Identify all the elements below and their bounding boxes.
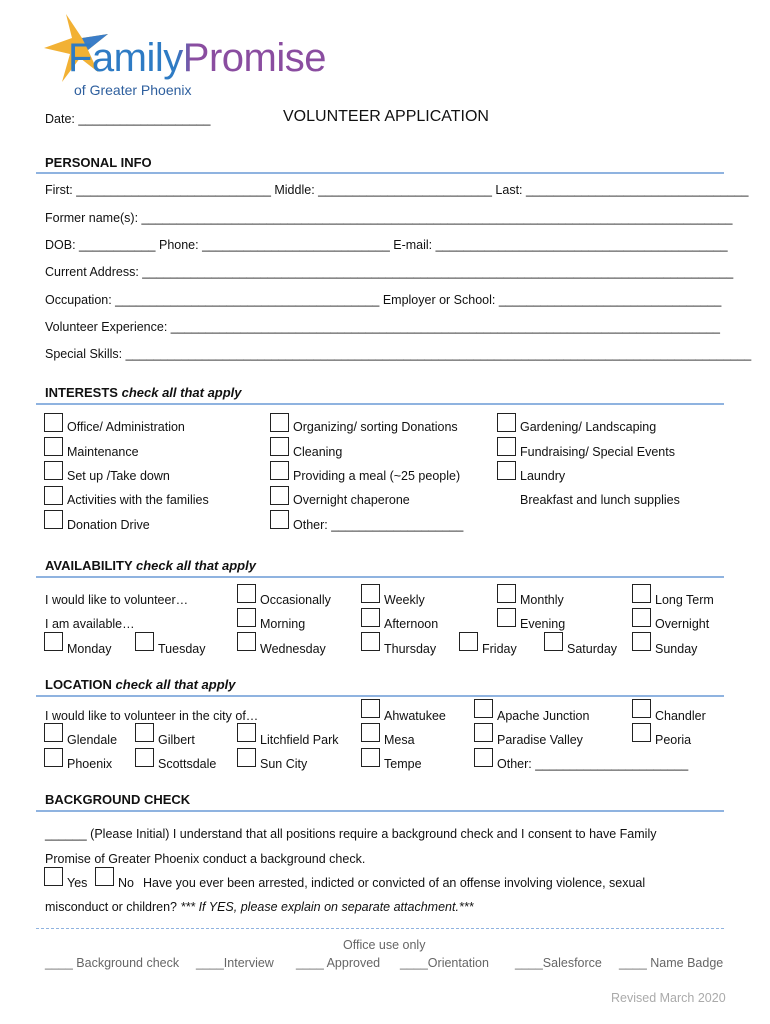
interest-label: Laundry xyxy=(520,469,566,483)
name-fields[interactable]: First: ____________________________ Middle: _________________________ Last: ________________________________ xyxy=(45,183,749,197)
checkbox[interactable] xyxy=(459,632,478,651)
city-option-label: Mesa xyxy=(384,733,415,747)
arrest-question: Have you ever been arrested, indicted or convicted of an offense involving violence, sexual xyxy=(143,876,646,890)
office-use-title: Office use only xyxy=(343,938,426,952)
background-heading: BACKGROUND CHECK xyxy=(45,792,191,807)
revised-date: Revised March 2020 xyxy=(611,991,726,1005)
experience-field[interactable]: Volunteer Experience: _______________________________________________________________________________ xyxy=(45,320,720,334)
checkbox[interactable] xyxy=(135,748,154,767)
city-option-label: Peoria xyxy=(655,733,692,747)
initial-consent-field[interactable]: ______ (Please Initial) I understand that all positions require a background check and I consent to have Family xyxy=(45,827,657,841)
checkbox[interactable] xyxy=(44,486,63,505)
option-label: Monday xyxy=(67,642,112,656)
consent-text: Promise of Greater Phoenix conduct a background check. xyxy=(45,852,366,866)
office-item: ____Interview xyxy=(196,956,274,970)
checkbox[interactable] xyxy=(497,413,516,432)
city-option-label: Phoenix xyxy=(67,757,113,771)
interest-label: Donation Drive xyxy=(67,518,150,532)
checkbox[interactable] xyxy=(361,699,380,718)
volunteer-frequency-label: I would like to volunteer… xyxy=(45,593,189,607)
checkbox[interactable] xyxy=(632,584,651,603)
city-option-label: Gilbert xyxy=(158,733,195,747)
checkbox[interactable] xyxy=(361,584,380,603)
availability-time-label: I am available… xyxy=(45,617,135,631)
divider xyxy=(36,403,724,405)
interest-label: Activities with the families xyxy=(67,493,209,507)
office-item: ____ Name Badge xyxy=(619,956,724,970)
option-label: Sunday xyxy=(655,642,698,656)
interest-label: Cleaning xyxy=(293,445,343,459)
checkbox[interactable] xyxy=(270,413,289,432)
option-label: Thursday xyxy=(384,642,437,656)
checkbox[interactable] xyxy=(497,461,516,480)
city-option-label: Scottsdale xyxy=(158,757,217,771)
personal-heading: PERSONAL INFO xyxy=(45,155,152,170)
checkbox[interactable] xyxy=(44,723,63,742)
checkbox[interactable] xyxy=(44,632,63,651)
option-label: Friday xyxy=(482,642,517,656)
option-label: Wednesday xyxy=(260,642,326,656)
city-option-label: Ahwatukee xyxy=(384,709,446,723)
checkbox[interactable] xyxy=(237,748,256,767)
occupation-employer-fields[interactable]: Occupation: ______________________________________ Employer or School: ________________________________ xyxy=(45,293,722,307)
office-item: ____ Approved xyxy=(296,956,381,970)
checkbox[interactable] xyxy=(497,437,516,456)
interest-label: Maintenance xyxy=(67,445,139,459)
location-heading: LOCATION check all that apply xyxy=(45,677,236,692)
city-option-label: Glendale xyxy=(67,733,118,747)
checkbox[interactable] xyxy=(361,632,380,651)
yes-checkbox[interactable] xyxy=(44,867,63,886)
checkbox[interactable] xyxy=(44,748,63,767)
availability-heading: AVAILABILITY check all that apply xyxy=(45,558,256,573)
no-label: No xyxy=(118,876,134,890)
interest-label: Organizing/ sorting Donations xyxy=(293,420,458,434)
checkbox[interactable] xyxy=(270,510,289,529)
checkbox[interactable] xyxy=(544,632,563,651)
divider xyxy=(36,576,724,578)
former-names-field[interactable]: Former name(s): _____________________________________________________________________________________ xyxy=(45,211,733,225)
explain-note: *** If YES, please explain on separate attachment.*** xyxy=(180,900,474,914)
interest-label: Providing a meal (~25 people) xyxy=(293,469,461,483)
checkbox[interactable] xyxy=(632,699,651,718)
brand-subtitle: of Greater Phoenix xyxy=(74,82,192,98)
checkbox[interactable] xyxy=(632,723,651,742)
city-option-label: Chandler xyxy=(655,709,706,723)
checkbox[interactable] xyxy=(497,608,516,627)
interest-label: Breakfast and lunch supplies xyxy=(520,493,680,507)
checkbox[interactable] xyxy=(44,510,63,529)
checkbox[interactable] xyxy=(270,437,289,456)
interest-label: Gardening/ Landscaping xyxy=(520,420,657,434)
checkbox[interactable] xyxy=(237,632,256,651)
checkbox[interactable] xyxy=(270,461,289,480)
location-hint: check all that apply xyxy=(115,677,236,692)
interest-label: Set up /Take down xyxy=(67,469,170,483)
dob-phone-email-fields[interactable]: DOB: ___________ Phone: ___________________________ E-mail: __________________________________________ xyxy=(45,238,728,252)
checkbox[interactable] xyxy=(632,608,651,627)
city-option-label: Litchfield Park xyxy=(260,733,339,747)
page-title: VOLUNTEER APPLICATION xyxy=(283,108,489,125)
option-label: Occasionally xyxy=(260,593,331,607)
office-item: ____Salesforce xyxy=(515,956,602,970)
interest-label: Overnight chaperone xyxy=(293,493,410,507)
divider xyxy=(36,810,724,812)
city-option-label: Sun City xyxy=(260,757,308,771)
checkbox[interactable] xyxy=(361,608,380,627)
checkbox[interactable] xyxy=(44,437,63,456)
city-option-label: Paradise Valley xyxy=(497,733,583,747)
city-other-field[interactable]: Other: ______________________ xyxy=(497,757,689,771)
brand-name: FamilyPromise xyxy=(68,36,326,80)
option-label: Tuesday xyxy=(158,642,206,656)
option-label: Morning xyxy=(260,617,306,631)
interest-label: Fundraising/ Special Events xyxy=(520,445,675,459)
checkbox[interactable] xyxy=(361,748,380,767)
checkbox[interactable] xyxy=(361,723,380,742)
interests-hint: check all that apply xyxy=(121,385,242,400)
city-option-label: Apache Junction xyxy=(497,709,590,723)
checkbox[interactable] xyxy=(135,632,154,651)
checkbox[interactable] xyxy=(237,608,256,627)
office-item: ____ Background check xyxy=(45,956,180,970)
checkbox[interactable] xyxy=(474,748,493,767)
option-label: Weekly xyxy=(384,593,425,607)
skills-field[interactable]: Special Skills: __________________________________________________________________________________________ xyxy=(45,347,752,361)
arrest-question-continued: misconduct or children? *** If YES, please explain on separate attachment.*** xyxy=(45,900,474,914)
logo xyxy=(40,10,350,100)
interests-heading: INTERESTS check all that apply xyxy=(45,385,242,400)
divider xyxy=(36,172,724,174)
divider xyxy=(36,695,724,697)
office-item: ____Orientation xyxy=(400,956,489,970)
checkbox[interactable] xyxy=(270,486,289,505)
option-label: Overnight xyxy=(655,617,710,631)
checkbox[interactable] xyxy=(237,584,256,603)
yes-label: Yes xyxy=(67,876,88,890)
city-option-label: Tempe xyxy=(384,757,422,771)
option-label: Saturday xyxy=(567,642,618,656)
option-label: Monthly xyxy=(520,593,564,607)
checkbox[interactable] xyxy=(632,632,651,651)
date-field[interactable]: Date: ___________________ xyxy=(45,112,211,126)
city-label: I would like to volunteer in the city of… xyxy=(45,709,259,723)
option-label: Afternoon xyxy=(384,617,439,631)
checkbox[interactable] xyxy=(497,584,516,603)
divider xyxy=(36,928,724,929)
checkbox[interactable] xyxy=(474,699,493,718)
address-field[interactable]: Current Address: _____________________________________________________________________________________ xyxy=(45,265,734,279)
interest-label: Office/ Administration xyxy=(67,420,185,434)
checkbox[interactable] xyxy=(44,461,63,480)
checkbox[interactable] xyxy=(44,413,63,432)
option-label: Evening xyxy=(520,617,566,631)
option-label: Long Term xyxy=(655,593,714,607)
checkbox[interactable] xyxy=(237,723,256,742)
no-checkbox[interactable] xyxy=(95,867,114,886)
checkbox[interactable] xyxy=(474,723,493,742)
interest-other-field[interactable]: Other: ___________________ xyxy=(293,518,464,532)
availability-hint: check all that apply xyxy=(136,558,256,573)
checkbox[interactable] xyxy=(135,723,154,742)
